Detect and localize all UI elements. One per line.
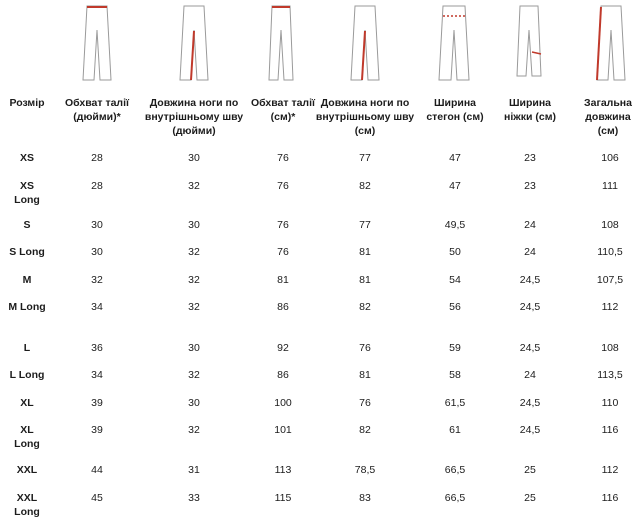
header-inseam-cm: Довжина ноги по внутрішньому шву (см): [315, 97, 415, 137]
cell-inseam-inches: 32: [188, 301, 200, 313]
waist-cm-icon: [266, 4, 296, 82]
waist-inches-icon: [80, 4, 114, 82]
cell-total-length: 106: [601, 152, 619, 164]
cell-inseam-cm: 76: [359, 397, 371, 409]
cell-inseam-cm: 82: [359, 301, 371, 313]
cell-inseam-cm: 81: [359, 369, 371, 381]
cell-inseam-inches: 33: [188, 492, 200, 504]
size-label: M Long: [8, 301, 46, 313]
cell-inseam-inches: 32: [188, 180, 200, 192]
cell-inseam-cm: 82: [359, 424, 371, 436]
cell-total-length: 110: [601, 397, 619, 409]
size-label: M: [22, 274, 32, 286]
cell-hip-width: 47: [449, 152, 461, 164]
cell-leg-width: 25: [524, 464, 536, 476]
cell-waist-cm: 101: [274, 424, 292, 436]
header-leg-width: Ширина ніжки (см): [504, 97, 556, 123]
cell-total-length: 116: [601, 424, 619, 436]
cell-waist-cm: 76: [277, 180, 289, 192]
size-label: L Long: [9, 369, 45, 381]
cell-waist-inches: 32: [91, 274, 103, 286]
inseam-inches-icon: [177, 4, 211, 82]
cell-waist-inches: 45: [91, 492, 103, 504]
size-label: XS: [19, 152, 34, 164]
cell-leg-width: 24,5: [519, 301, 541, 313]
cell-inseam-inches: 32: [188, 246, 200, 258]
header-waist-inches: Обхват талії (дюйми)*: [65, 97, 129, 123]
cell-waist-inches: 30: [91, 219, 103, 231]
cell-leg-width: 24,5: [519, 424, 541, 436]
cell-hip-width: 49,5: [444, 219, 466, 231]
cell-waist-cm: 100: [274, 397, 292, 409]
cell-leg-width: 24: [524, 246, 536, 258]
cell-total-length: 116: [601, 492, 619, 504]
size-label: XL Long: [14, 424, 40, 450]
leg-width-icon: [514, 4, 544, 82]
cell-hip-width: 58: [449, 369, 461, 381]
cell-total-length: 108: [601, 219, 619, 231]
cell-waist-inches: 30: [91, 246, 103, 258]
cell-inseam-cm: 76: [359, 342, 371, 354]
header-inseam-inches: Довжина ноги по внутрішньому шву (дюйми): [144, 97, 244, 137]
size-label: XL: [20, 397, 34, 409]
cell-leg-width: 24,5: [519, 397, 541, 409]
cell-total-length: 112: [601, 301, 619, 313]
cell-waist-cm: 86: [277, 369, 289, 381]
cell-hip-width: 66,5: [444, 492, 466, 504]
cell-waist-cm: 115: [274, 492, 292, 504]
cell-waist-cm: 113: [274, 464, 292, 476]
cell-inseam-cm: 83: [359, 492, 371, 504]
cell-total-length: 111: [602, 180, 618, 192]
cell-inseam-inches: 30: [188, 397, 200, 409]
cell-waist-inches: 36: [91, 342, 103, 354]
cell-hip-width: 59: [449, 342, 461, 354]
cell-waist-cm: 76: [277, 152, 289, 164]
cell-waist-inches: 28: [91, 152, 103, 164]
total-length-icon: [594, 4, 628, 82]
cell-waist-inches: 39: [91, 397, 103, 409]
cell-waist-cm: 76: [277, 246, 289, 258]
cell-waist-inches: 34: [91, 369, 103, 381]
inseam-cm-icon: [348, 4, 382, 82]
cell-waist-cm: 76: [277, 219, 289, 231]
cell-total-length: 107,5: [596, 274, 624, 286]
cell-leg-width: 23: [524, 180, 536, 192]
cell-total-length: 113,5: [597, 369, 623, 381]
measurement-icons: [0, 0, 640, 85]
header-total-length: Загальна довжина (см): [584, 97, 632, 137]
cell-waist-inches: 44: [91, 464, 103, 476]
size-label: XXL Long: [14, 492, 40, 518]
cell-waist-inches: 28: [91, 180, 103, 192]
header-waist-cm: Обхват талії (см)*: [251, 97, 315, 123]
cell-waist-cm: 92: [277, 342, 289, 354]
header-size: Розмір: [9, 97, 45, 109]
cell-inseam-inches: 30: [188, 152, 200, 164]
size-label: S Long: [9, 246, 45, 258]
cell-inseam-inches: 31: [188, 464, 200, 476]
cell-total-length: 110,5: [597, 246, 623, 258]
cell-total-length: 112: [601, 464, 619, 476]
cell-inseam-cm: 77: [359, 219, 371, 231]
cell-total-length: 108: [601, 342, 619, 354]
cell-inseam-cm: 78,5: [354, 464, 376, 476]
cell-hip-width: 61: [449, 424, 461, 436]
cell-inseam-cm: 82: [359, 180, 371, 192]
cell-waist-cm: 86: [277, 301, 289, 313]
cell-hip-width: 50: [449, 246, 461, 258]
size-label: XS Long: [14, 180, 40, 206]
cell-waist-cm: 81: [277, 274, 289, 286]
size-label: S: [23, 219, 31, 231]
size-label: XXL: [16, 464, 38, 476]
cell-hip-width: 61,5: [444, 397, 466, 409]
cell-inseam-inches: 32: [188, 274, 200, 286]
hip-width-icon: [434, 4, 474, 82]
cell-inseam-cm: 81: [359, 274, 371, 286]
cell-hip-width: 66,5: [444, 464, 466, 476]
cell-inseam-inches: 30: [188, 342, 200, 354]
cell-inseam-cm: 81: [359, 246, 371, 258]
cell-waist-inches: 34: [91, 301, 103, 313]
size-label: L: [23, 342, 31, 354]
cell-hip-width: 56: [449, 301, 461, 313]
cell-inseam-cm: 77: [359, 152, 371, 164]
cell-leg-width: 24,5: [519, 342, 541, 354]
cell-leg-width: 23: [524, 152, 536, 164]
cell-leg-width: 24: [524, 219, 536, 231]
header-hip-width: Ширина стегон (см): [426, 97, 484, 123]
cell-hip-width: 47: [449, 180, 461, 192]
cell-leg-width: 24,5: [519, 274, 541, 286]
cell-hip-width: 54: [449, 274, 461, 286]
cell-inseam-inches: 32: [188, 369, 200, 381]
cell-inseam-inches: 30: [188, 219, 200, 231]
cell-leg-width: 24: [524, 369, 536, 381]
cell-waist-inches: 39: [91, 424, 103, 436]
cell-inseam-inches: 32: [188, 424, 200, 436]
cell-leg-width: 25: [524, 492, 536, 504]
